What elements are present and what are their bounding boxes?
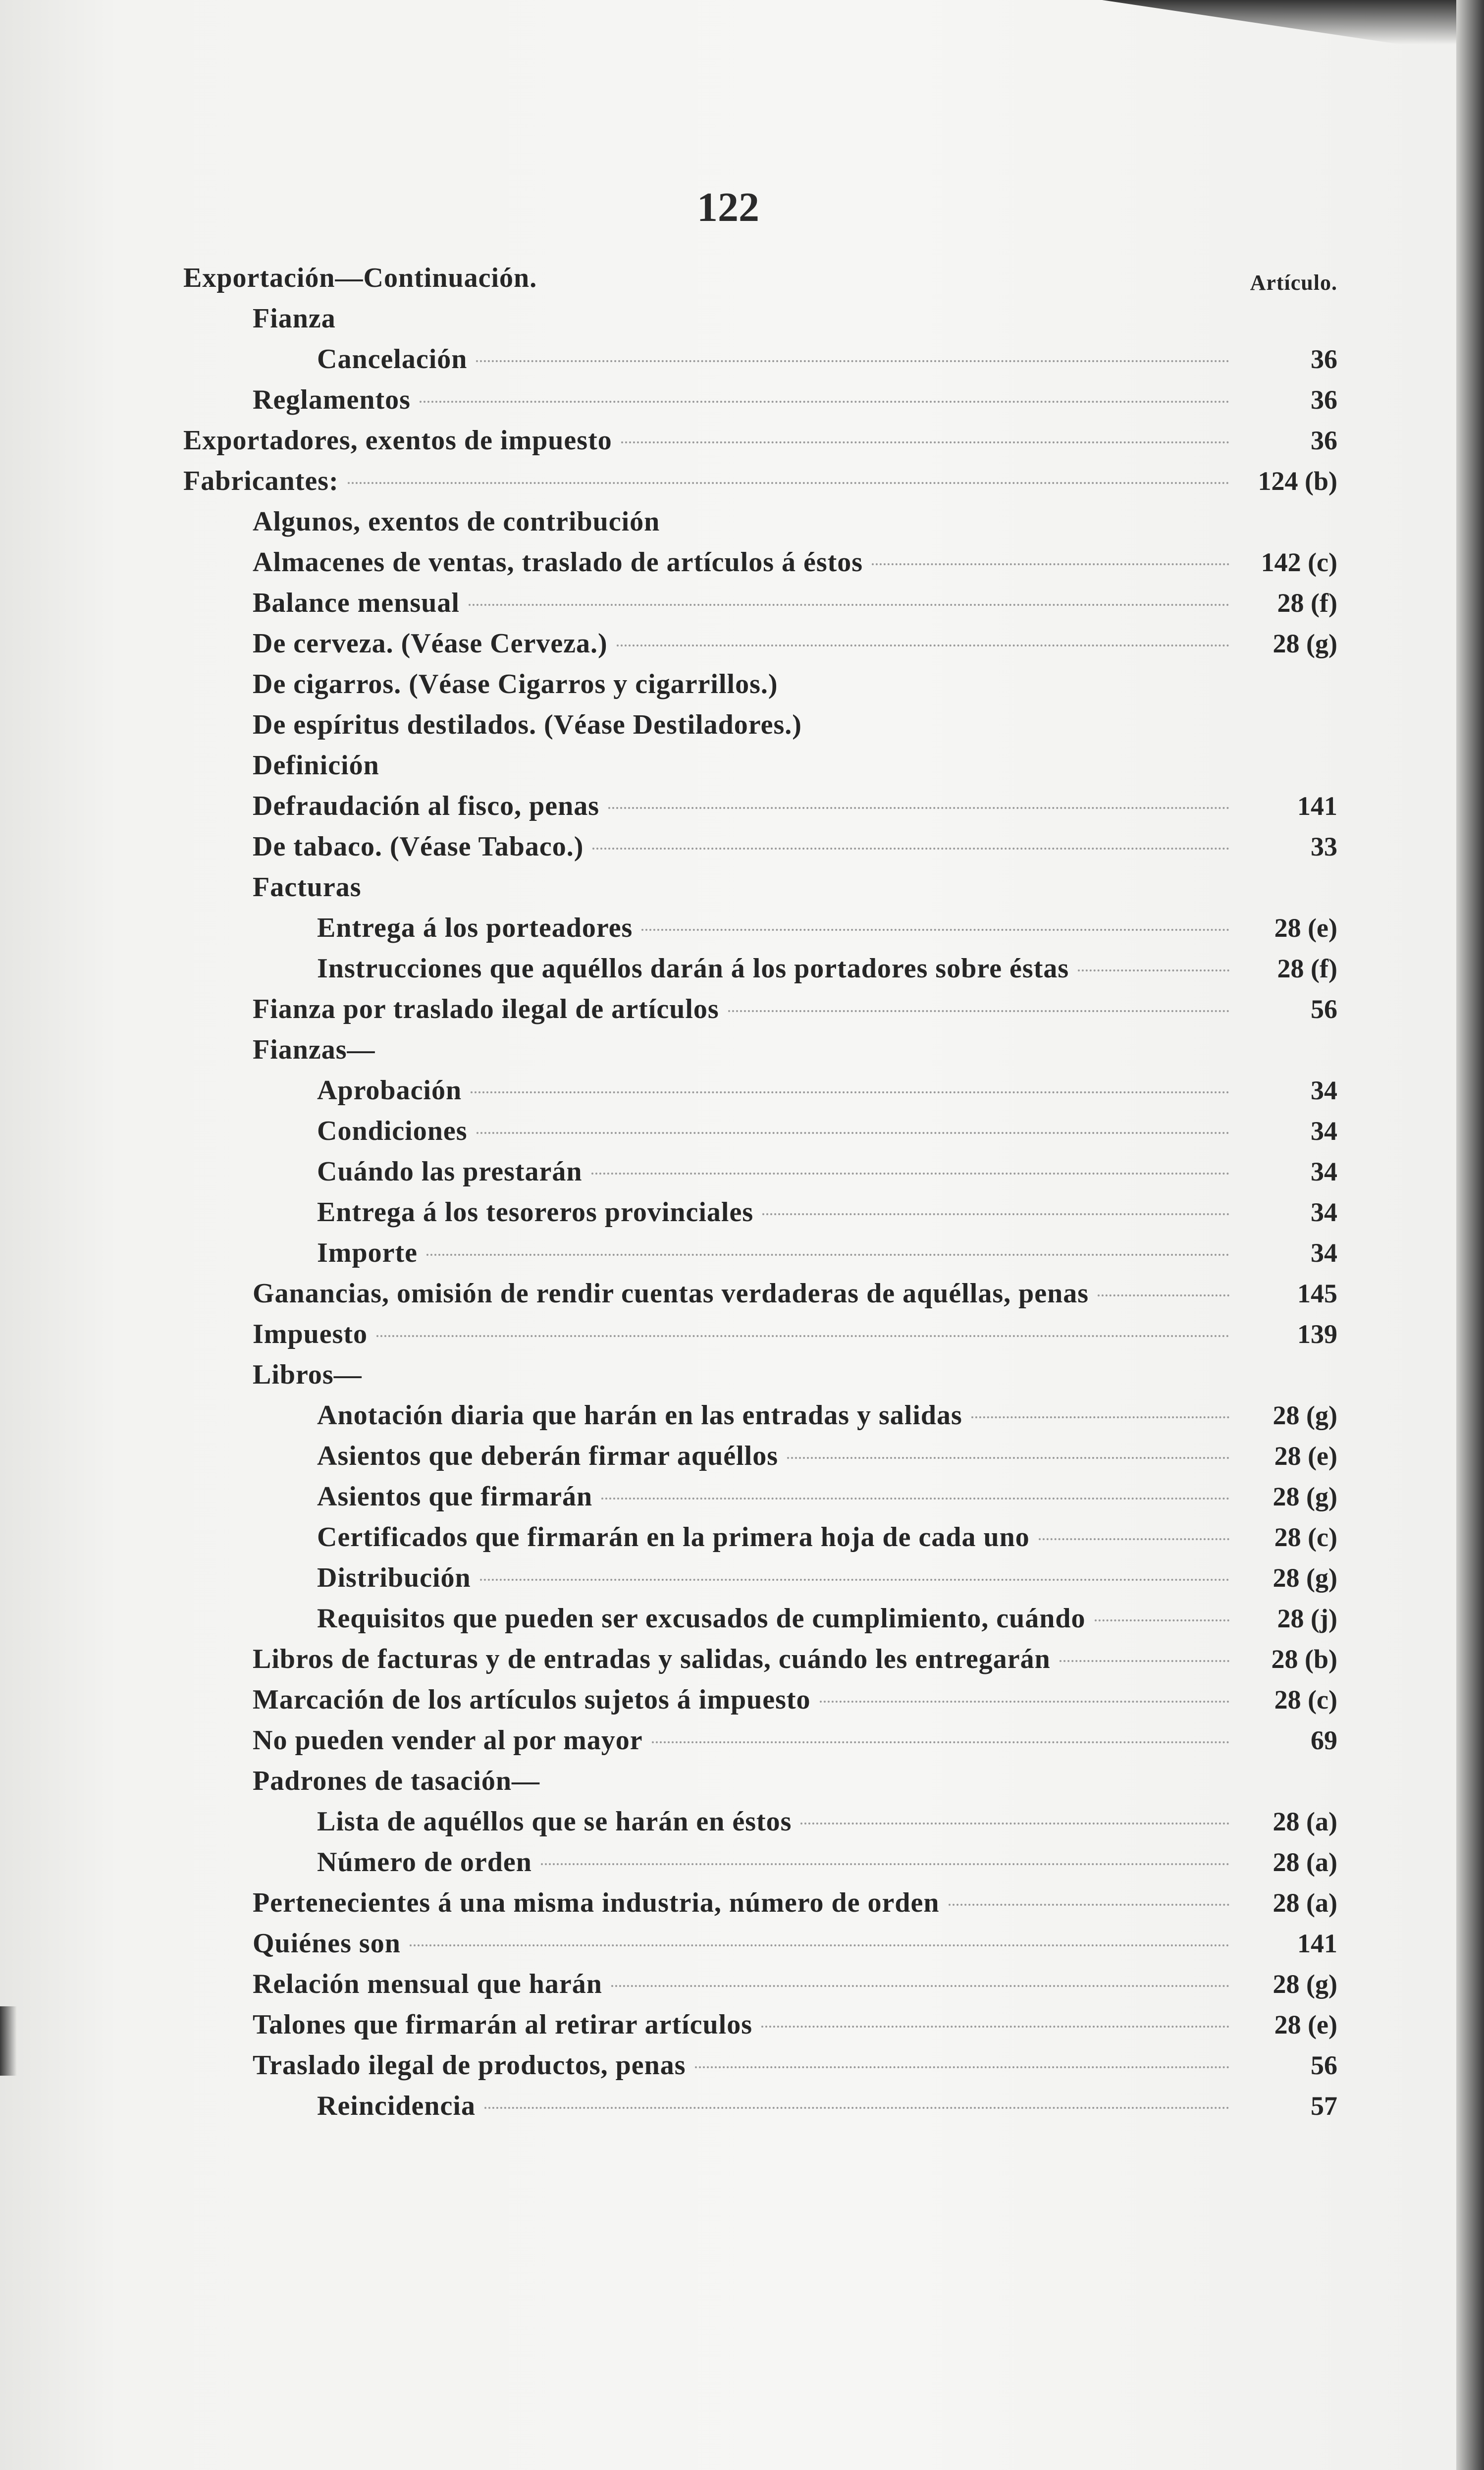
article-reference: 34 (1311, 1238, 1337, 1268)
index-entry (183, 1314, 1337, 1354)
entry-label: Fianza (253, 303, 336, 334)
index-entry (183, 2045, 1337, 2086)
entry-label: Cuándo las prestarán (317, 1156, 583, 1187)
entry-label: Certificados que firmarán en la primera hoja de cada uno (317, 1522, 1030, 1553)
index-entry (183, 1598, 1337, 1639)
entry-label: Distribución (317, 1562, 471, 1593)
index-entry (183, 1639, 1337, 1679)
article-reference: 141 (1297, 791, 1337, 821)
index-entry (183, 1842, 1337, 1882)
index-entry (183, 623, 1337, 664)
index-entry (183, 664, 1337, 704)
article-reference: 28 (g) (1272, 1969, 1337, 1999)
article-reference: 56 (1311, 2050, 1337, 2080)
entry-label: Pertenecientes á una misma industria, número de orden (253, 1887, 940, 1918)
index-list (183, 258, 1337, 2126)
dot-leader (787, 1457, 1229, 1459)
article-reference: 56 (1311, 994, 1337, 1024)
index-entry (183, 1436, 1337, 1476)
article-reference: 28 (g) (1272, 629, 1337, 658)
entry-label: Libros— (253, 1359, 362, 1390)
dot-leader (376, 1335, 1229, 1337)
article-reference: 145 (1297, 1279, 1337, 1308)
index-entry (183, 542, 1337, 583)
index-entry (183, 867, 1337, 908)
index-entry (183, 1192, 1337, 1233)
entry-label: Reglamentos (253, 384, 411, 415)
article-reference: 28 (a) (1272, 1807, 1337, 1836)
article-reference: 28 (f) (1277, 588, 1337, 618)
dot-leader (971, 1416, 1229, 1418)
index-entry (183, 298, 1337, 339)
index-entry (183, 2086, 1337, 2126)
dot-leader (1098, 1294, 1229, 1296)
dot-leader (608, 807, 1229, 809)
dot-leader (1078, 969, 1229, 971)
dot-leader (348, 482, 1229, 484)
index-entry (183, 989, 1337, 1029)
dot-leader (641, 929, 1229, 931)
entry-label: Defraudación al fisco, penas (253, 791, 599, 821)
article-reference: 34 (1311, 1157, 1337, 1186)
article-reference: 34 (1311, 1197, 1337, 1227)
article-reference: 69 (1311, 1725, 1337, 1755)
entry-label: Anotación diaria que harán en las entradas y salidas (317, 1400, 962, 1431)
scan-artifact (0, 2006, 17, 2076)
article-reference: 141 (1297, 1929, 1337, 1958)
index-entry (183, 1964, 1337, 2004)
index-entry (183, 379, 1337, 420)
index-entry (183, 1029, 1337, 1070)
article-reference: 28 (j) (1277, 1604, 1337, 1633)
entry-label: Marcación de los artículos sujetos á impuesto (253, 1684, 811, 1715)
dot-leader (949, 1904, 1229, 1906)
index-entry (183, 1882, 1337, 1923)
entry-label: Reincidencia (317, 2091, 476, 2121)
index-entry (183, 258, 1337, 298)
page-edge (1456, 0, 1484, 2470)
entry-label: Instrucciones que aquéllos darán á los portadores sobre éstas (317, 953, 1069, 984)
dot-leader (426, 1254, 1229, 1256)
column-header: Artículo. (1250, 270, 1337, 295)
dot-leader (652, 1741, 1229, 1743)
article-reference: 34 (1311, 1075, 1337, 1105)
dot-leader (541, 1863, 1229, 1865)
article-reference: 28 (b) (1271, 1644, 1337, 1674)
dot-leader (480, 1579, 1229, 1581)
index-entry (183, 948, 1337, 989)
dot-leader (800, 1823, 1229, 1825)
article-reference: 139 (1297, 1319, 1337, 1349)
article-reference: 28 (c) (1274, 1685, 1337, 1715)
entry-label: Entrega á los tesoreros provinciales (317, 1197, 754, 1228)
article-reference: 28 (a) (1272, 1888, 1337, 1918)
article-reference: 33 (1311, 832, 1337, 861)
index-entry (183, 461, 1337, 501)
entry-label: Quiénes son (253, 1928, 401, 1959)
index-entry (183, 1517, 1337, 1557)
article-reference: 28 (f) (1277, 954, 1337, 983)
entry-label: Definición (253, 750, 379, 781)
dot-leader (471, 1091, 1229, 1093)
entry-label: Facturas (253, 872, 362, 903)
entry-label: Ganancias, omisión de rendir cuentas verdaderas de aquéllas, penas (253, 1278, 1089, 1309)
dot-leader (410, 1944, 1229, 1946)
dot-leader (420, 401, 1229, 403)
article-reference: 36 (1311, 426, 1337, 455)
dot-leader (872, 563, 1229, 565)
dot-leader (611, 1985, 1229, 1987)
index-entry (183, 1923, 1337, 1964)
dot-leader (592, 848, 1229, 850)
entry-label: No pueden vender al por mayor (253, 1725, 643, 1756)
dot-leader (469, 604, 1229, 606)
index-entry (183, 1354, 1337, 1395)
article-reference: 28 (e) (1274, 1441, 1337, 1471)
article-reference: 57 (1311, 2091, 1337, 2121)
index-entry (183, 826, 1337, 867)
entry-label: Asientos que firmarán (317, 1481, 593, 1512)
dot-leader (820, 1701, 1229, 1703)
article-reference: 34 (1311, 1116, 1337, 1146)
index-entry (183, 339, 1337, 379)
dot-leader (476, 360, 1229, 362)
article-reference: 28 (e) (1274, 2010, 1337, 2040)
dot-leader (621, 441, 1229, 443)
index-entry (183, 908, 1337, 948)
entry-label: De cerveza. (Véase Cerveza.) (253, 628, 608, 659)
article-reference: 28 (g) (1272, 1482, 1337, 1511)
dot-leader (617, 644, 1229, 646)
index-entry (183, 1395, 1337, 1436)
index-entry (183, 2004, 1337, 2045)
entry-label: Libros de facturas y de entradas y salidas, cuándo les entregarán (253, 1644, 1051, 1674)
index-entry (183, 1070, 1337, 1111)
dot-leader (484, 2107, 1229, 2109)
entry-label: Traslado ilegal de productos, penas (253, 2050, 686, 2081)
index-entry (183, 745, 1337, 786)
index-entry (183, 1273, 1337, 1314)
dot-leader (1060, 1660, 1229, 1662)
dot-leader (1039, 1538, 1229, 1540)
dot-leader (761, 2026, 1229, 2028)
entry-label: Talones que firmarán al retirar artículos (253, 2009, 752, 2040)
dot-leader (728, 1010, 1229, 1012)
index-entry (183, 1233, 1337, 1273)
entry-label: Asientos que deberán firmar aquéllos (317, 1441, 778, 1471)
index-entry (183, 1720, 1337, 1761)
dot-leader (591, 1173, 1229, 1175)
entry-label: De espíritus destilados. (Véase Destiladores.) (253, 709, 802, 740)
article-reference: 142 (c) (1261, 547, 1337, 577)
entry-label: Número de orden (317, 1847, 532, 1878)
page-number: 122 (697, 184, 759, 230)
entry-label: Padrones de tasación— (253, 1766, 540, 1796)
index-entry (183, 1151, 1337, 1192)
index-entry (183, 1557, 1337, 1598)
entry-label: Fianzas— (253, 1034, 375, 1065)
article-reference: 28 (g) (1272, 1563, 1337, 1593)
entry-label: Requisitos que pueden ser excusados de cumplimiento, cuándo (317, 1603, 1086, 1634)
index-entry (183, 1476, 1337, 1517)
entry-label: Balance mensual (253, 588, 460, 618)
article-reference: 28 (c) (1274, 1522, 1337, 1552)
entry-label: Entrega á los porteadores (317, 913, 633, 943)
entry-label: Importe (317, 1237, 418, 1268)
entry-label: De tabaco. (Véase Tabaco.) (253, 831, 584, 862)
dot-leader (1095, 1619, 1229, 1621)
scan-shadow (911, 0, 1456, 45)
article-reference: 124 (b) (1258, 466, 1337, 496)
entry-label: Exportación—Continuación. (183, 263, 537, 293)
index-entry (183, 786, 1337, 826)
entry-label: Almacenes de ventas, traslado de artículos á éstos (253, 547, 863, 578)
dot-leader (695, 2066, 1229, 2068)
article-reference: 36 (1311, 385, 1337, 415)
article-reference: 28 (a) (1272, 1847, 1337, 1877)
index-entry (183, 501, 1337, 542)
article-reference: 36 (1311, 344, 1337, 374)
dot-leader (762, 1213, 1229, 1215)
article-reference: 28 (g) (1272, 1400, 1337, 1430)
dot-leader (601, 1498, 1229, 1500)
entry-label: Algunos, exentos de contribución (253, 506, 660, 537)
entry-label: De cigarros. (Véase Cigarros y cigarrillos.) (253, 669, 778, 699)
index-entry (183, 1761, 1337, 1801)
entry-label: Lista de aquéllos que se harán en éstos (317, 1806, 792, 1837)
entry-label: Fabricantes: (183, 466, 339, 496)
index-entry (183, 583, 1337, 623)
article-reference: 28 (e) (1274, 913, 1337, 943)
entry-label: Impuesto (253, 1319, 368, 1349)
index-entry (183, 420, 1337, 461)
entry-label: Fianza por traslado ilegal de artículos (253, 994, 719, 1024)
index-entry (183, 1801, 1337, 1842)
index-entry (183, 704, 1337, 745)
entry-label: Condiciones (317, 1116, 468, 1146)
entry-label: Relación mensual que harán (253, 1969, 602, 1999)
entry-label: Aprobación (317, 1075, 462, 1106)
entry-label: Cancelación (317, 344, 468, 375)
index-entry (183, 1679, 1337, 1720)
entry-label: Exportadores, exentos de impuesto (183, 425, 612, 456)
index-entry (183, 1111, 1337, 1151)
dot-leader (477, 1132, 1230, 1134)
